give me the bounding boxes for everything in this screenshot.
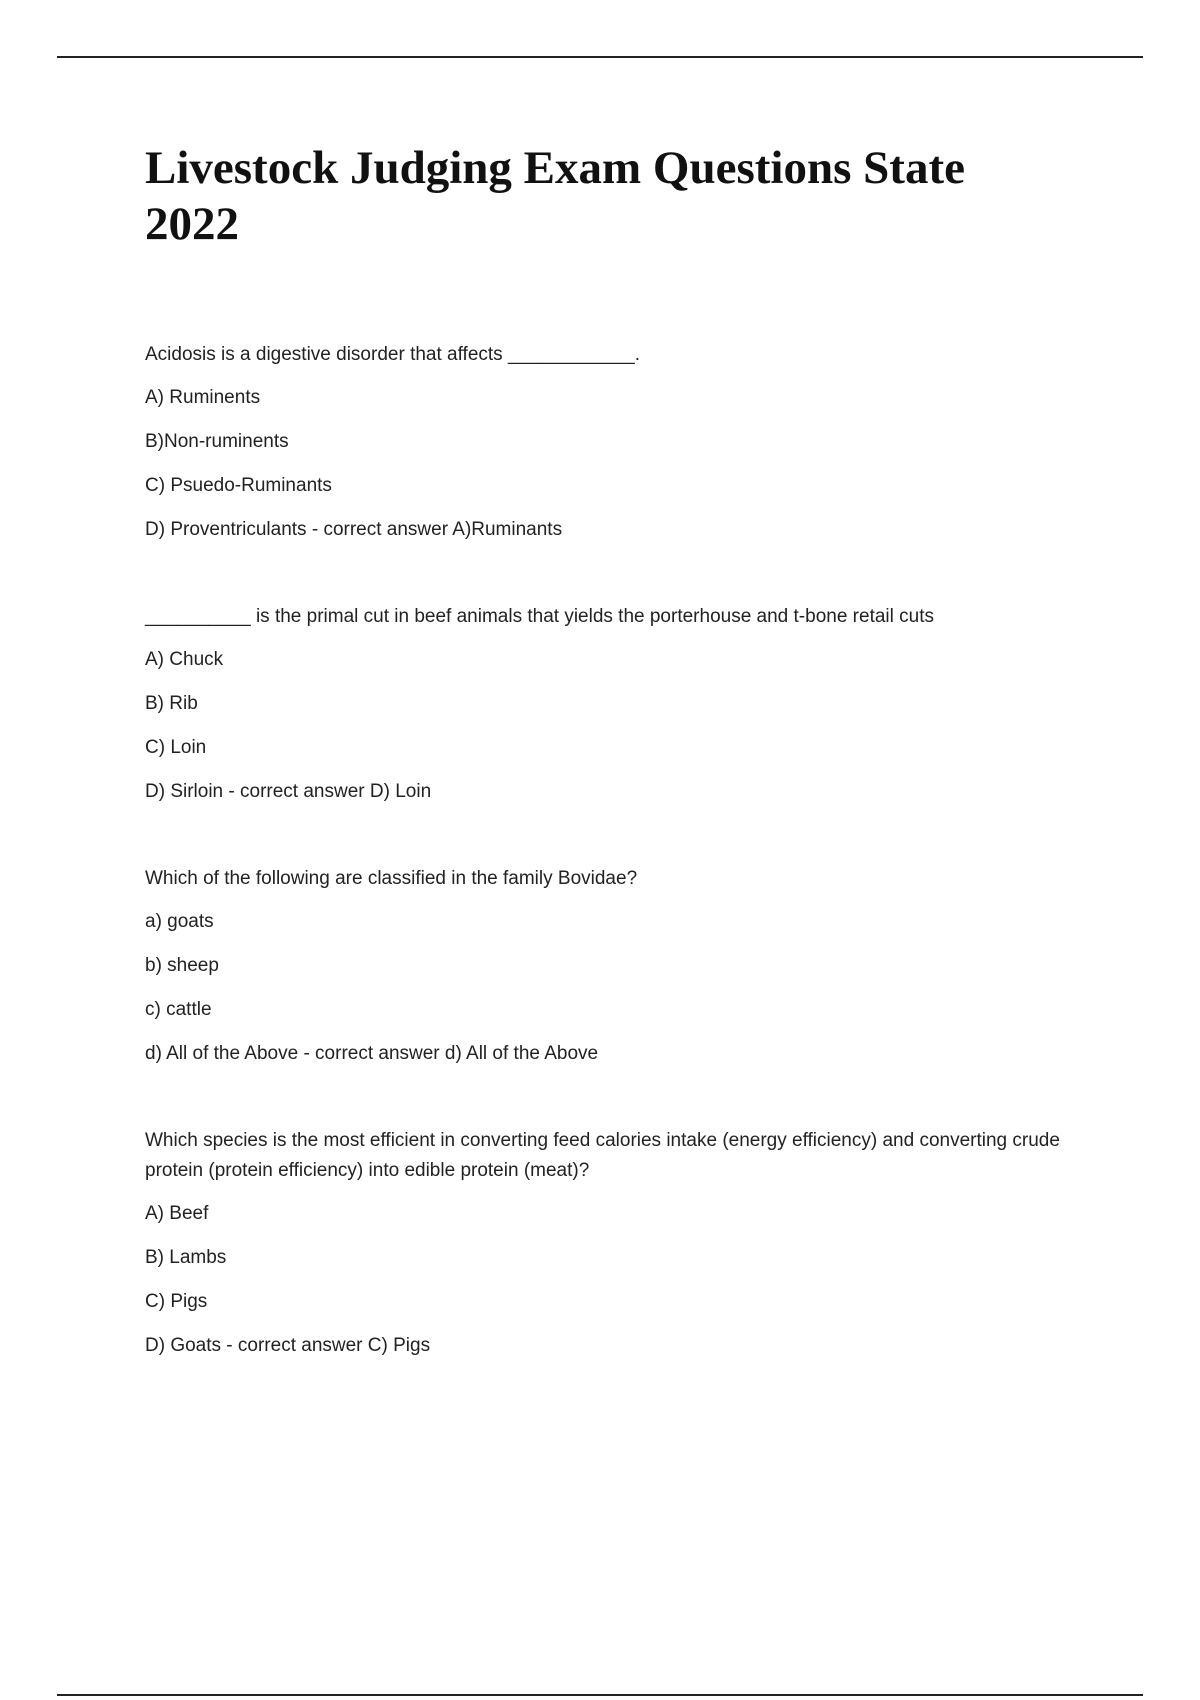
question-block — [145, 340, 1095, 545]
page-title: Livestock Judging Exam Questions State 2022 — [145, 142, 965, 250]
answer-option: D) Goats - correct answer C) Pigs — [145, 1335, 431, 1356]
answer-option: D) Proventriculants - correct answer A)Ruminants — [145, 519, 563, 540]
question-text: Acidosis is a digestive disorder that affects ____________. — [145, 344, 641, 365]
answer-option: C) Pigs — [145, 1291, 208, 1312]
header-rule — [57, 56, 1143, 58]
answer-option: d) All of the Above - correct answer d) All of the Above — [145, 1043, 599, 1064]
answer-option: c) cattle — [145, 999, 212, 1020]
answer-option: a) goats — [145, 911, 214, 932]
answer-option: C) Psuedo-Ruminants — [145, 475, 332, 496]
answer-option: A) Ruminents — [145, 387, 261, 408]
question-text: Which species is the most efficient in converting feed calories intake (energy efficiency) and converting crude protein (protein efficiency) into edible protein (meat)? — [145, 1130, 1060, 1181]
answer-option: A) Beef — [145, 1203, 209, 1224]
answer-option: b) sheep — [145, 955, 219, 976]
footer-rule — [57, 1694, 1143, 1696]
answer-option: B) Lambs — [145, 1247, 227, 1268]
question-block — [145, 1126, 1095, 1361]
question-block — [145, 602, 1095, 807]
answer-option: D) Sirloin - correct answer D) Loin — [145, 781, 432, 802]
question-block — [145, 864, 1095, 1069]
answer-option: B) Rib — [145, 693, 198, 714]
answer-option: C) Loin — [145, 737, 207, 758]
answer-option: B)Non-ruminents — [145, 431, 289, 452]
question-text: __________ is the primal cut in beef animals that yields the porterhouse and t-bone retail cuts — [145, 606, 934, 627]
question-text: Which of the following are classified in the family Bovidae? — [145, 868, 638, 889]
question-list — [145, 340, 1095, 1418]
answer-option: A) Chuck — [145, 649, 224, 670]
